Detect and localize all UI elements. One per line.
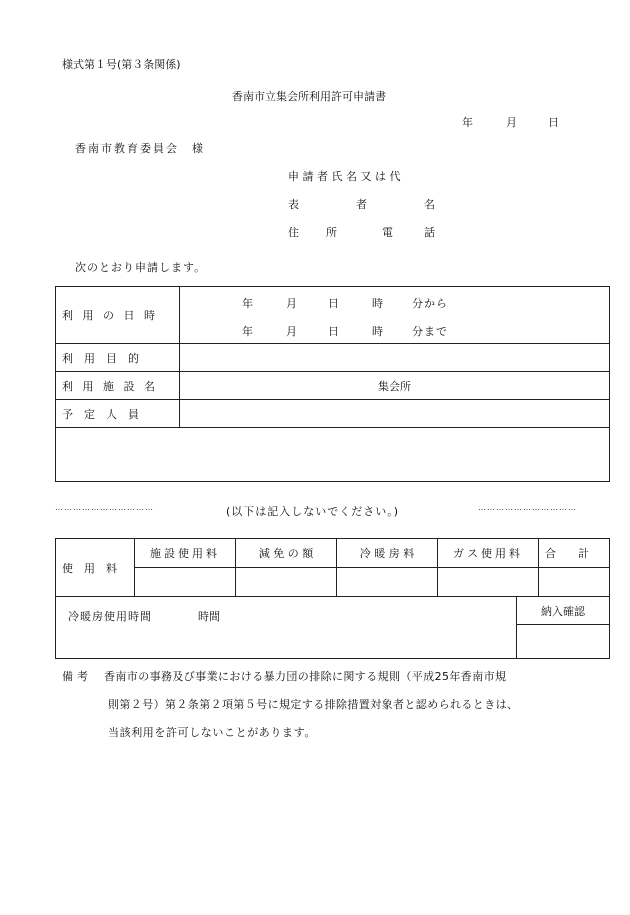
from-hour: 時 <box>372 297 383 310</box>
from-minute: 分から <box>412 297 448 310</box>
usage-purpose-label: 利 用 目 的 <box>56 344 180 372</box>
date-day-label: 日 <box>548 116 559 129</box>
from-day: 日 <box>328 297 339 310</box>
from-month: 月 <box>286 297 297 310</box>
form-number: 様式第１号(第３条関係) <box>62 58 181 71</box>
fee-label: 使 用 料 <box>56 539 135 597</box>
applicant-address-label: 住 <box>288 226 299 239</box>
fee-aircon-cell[interactable] <box>337 568 438 597</box>
remarks-label: 備考 <box>62 670 92 683</box>
date-month-label: 月 <box>506 116 517 129</box>
notes-cell[interactable] <box>56 428 610 482</box>
payment-confirm-label: 納入確認 <box>517 597 610 625</box>
applicant-rep-label-a: 表 <box>288 198 299 211</box>
remarks-line-3: 当該利用を許可しないことがあります。 <box>108 726 316 739</box>
expected-people-label: 予 定 人 員 <box>56 400 180 428</box>
to-month: 月 <box>286 325 297 338</box>
applicant-phone-label-b: 話 <box>424 226 435 239</box>
addressee: 香南市教育委員会 様 <box>75 142 205 155</box>
from-year: 年 <box>242 297 253 310</box>
to-hour: 時 <box>372 325 383 338</box>
fee-header-gas: ガス使用料 <box>438 539 539 568</box>
fee-table <box>55 538 610 597</box>
remarks-line-1: 香南市の事務及び事業における暴力団の排除に関する規則（平成25年香南市規 <box>104 670 507 683</box>
separator-text: (以下は記入しないでください。) <box>226 505 400 518</box>
applicant-phone-label: 電 <box>382 226 393 239</box>
applicant-rep-label-b: 者 <box>356 198 367 211</box>
fee-gas-cell[interactable] <box>438 568 539 597</box>
remarks-line-2: 則第２号）第２条第２項第５号に規定する排除措置対象者と認められるときは、 <box>108 698 519 711</box>
usage-datetime-label: 利 用 の 日 時 <box>56 287 180 344</box>
expected-people-cell[interactable] <box>180 400 610 428</box>
fee-total-cell[interactable] <box>539 568 610 597</box>
fee-header-reduction: 減 免 の 額 <box>236 539 337 568</box>
separator-dots-left: …………………………… <box>55 503 154 512</box>
fee-header-aircon: 冷 暖 房 料 <box>337 539 438 568</box>
separator-dots-right: …………………………… <box>478 503 577 512</box>
aircon-hours-cell[interactable] <box>56 597 517 659</box>
applicant-name-label: 申 請 者 氏 名 又 は 代 <box>288 170 401 183</box>
aircon-hours-unit: 時間 <box>198 610 220 623</box>
usage-table <box>55 286 610 482</box>
applicant-rep-label-c: 名 <box>424 198 435 211</box>
date-year-label: 年 <box>462 116 473 129</box>
aircon-hours-label: 冷暖房使用時間 <box>68 610 152 623</box>
to-day: 日 <box>328 325 339 338</box>
facility-name-label: 利 用 施 設 名 <box>56 372 180 400</box>
intro-text: 次のとおり申請します。 <box>75 261 207 274</box>
fee-facility-cell[interactable] <box>135 568 236 597</box>
payment-confirm-cell[interactable] <box>517 625 610 659</box>
document-title: 香南市立集会所利用許可申請書 <box>232 90 386 103</box>
usage-datetime-cell[interactable] <box>180 287 610 344</box>
to-minute: 分まで <box>412 325 448 338</box>
facility-name-value[interactable]: 集会所 <box>180 372 610 400</box>
usage-purpose-cell[interactable] <box>180 344 610 372</box>
fee-header-total: 合 計 <box>539 539 610 568</box>
fee-reduction-cell[interactable] <box>236 568 337 597</box>
applicant-address-label-b: 所 <box>326 226 337 239</box>
aircon-table <box>55 596 610 659</box>
to-year: 年 <box>242 325 253 338</box>
fee-header-facility: 施設使用料 <box>135 539 236 568</box>
